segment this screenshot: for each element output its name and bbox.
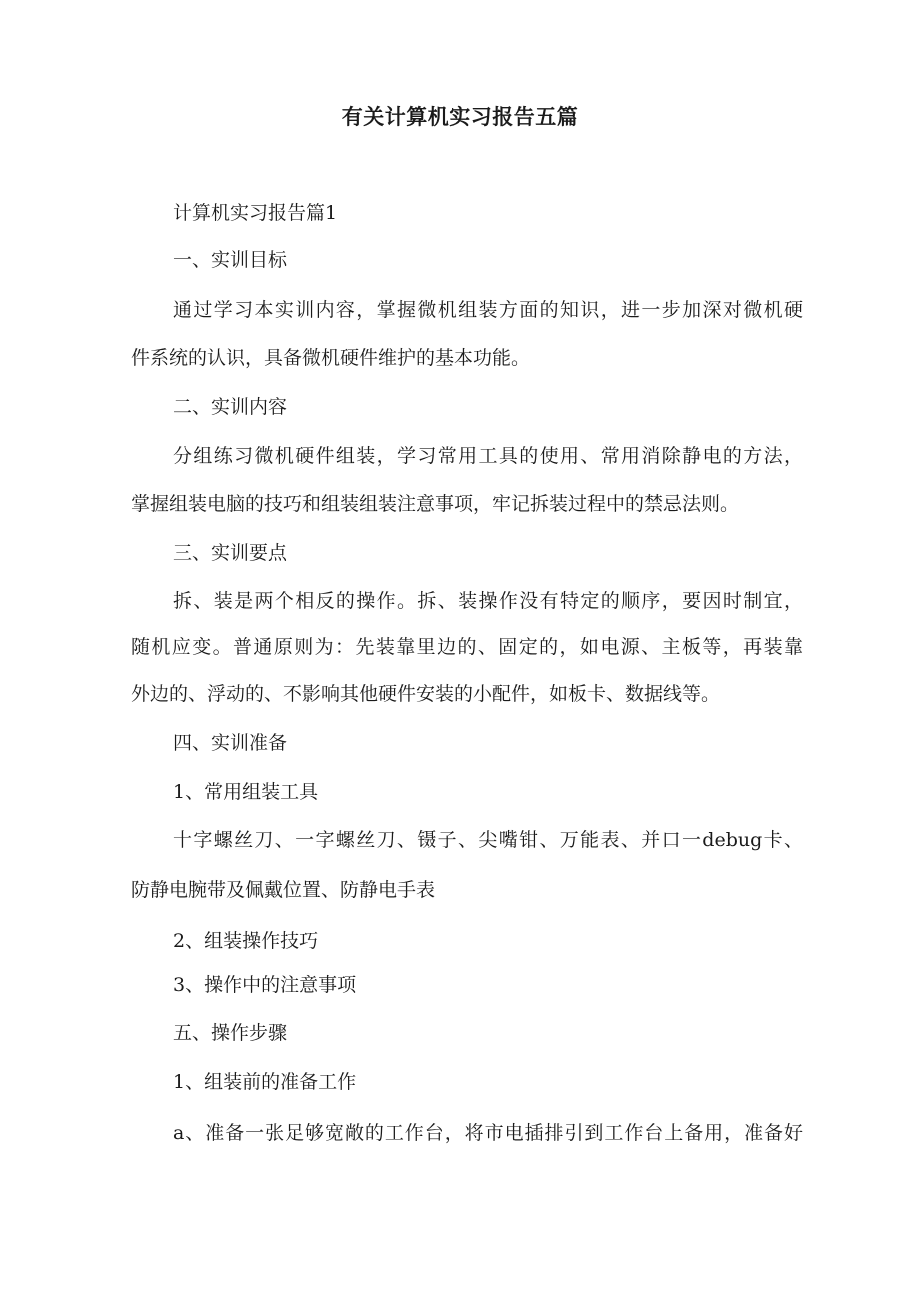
- subheading-precautions: 3、操作中的注意事项: [173, 974, 357, 996]
- section-heading-steps: 五、操作步骤: [173, 1022, 288, 1044]
- subheading-assembly-tips: 2、组装操作技巧: [173, 930, 319, 952]
- section-heading-content: 二、实训内容: [173, 396, 288, 418]
- paragraph-line: 通过学习本实训内容，掌握微机组装方面的知识，进一步加深对微机硬: [173, 299, 803, 321]
- paragraph-line: 外边的、浮动的、不影响其他硬件安装的小配件，如板卡、数据线等。: [131, 683, 721, 705]
- paragraph-line: 十字螺丝刀、一字螺丝刀、镊子、尖嘴钳、万能表、并口一debug卡、: [173, 829, 803, 851]
- subheading-tools: 1、常用组装工具: [173, 781, 319, 803]
- subheading-pre-assembly: 1、组装前的准备工作: [173, 1071, 357, 1093]
- paragraph-line: 分组练习微机硬件组装，学习常用工具的使用、常用消除静电的方法，: [173, 445, 803, 467]
- paragraph-line: 随机应变。普通原则为：先装靠里边的、固定的，如电源、主板等，再装靠: [131, 636, 803, 658]
- document-title: 有关计算机实习报告五篇: [341, 105, 579, 129]
- paragraph-line: 防静电腕带及佩戴位置、防静电手表: [131, 879, 436, 901]
- section-heading-key-points: 三、实训要点: [173, 542, 288, 564]
- section-heading-objective: 一、实训目标: [173, 249, 288, 271]
- paragraph-line: 拆、装是两个相反的操作。拆、装操作没有特定的顺序，要因时制宜，: [173, 590, 803, 612]
- paragraph-line: 掌握组装电脑的技巧和组装组装注意事项，牢记拆装过程中的禁忌法则。: [131, 493, 740, 515]
- section-heading-preparation: 四、实训准备: [173, 732, 288, 754]
- paragraph-line: 件系统的认识，具备微机硬件维护的基本功能。: [131, 347, 531, 369]
- section-heading-report-1: 计算机实习报告篇1: [173, 202, 338, 224]
- paragraph-line: a、准备一张足够宽敞的工作台，将市电插排引到工作台上备用，准备好: [173, 1122, 803, 1144]
